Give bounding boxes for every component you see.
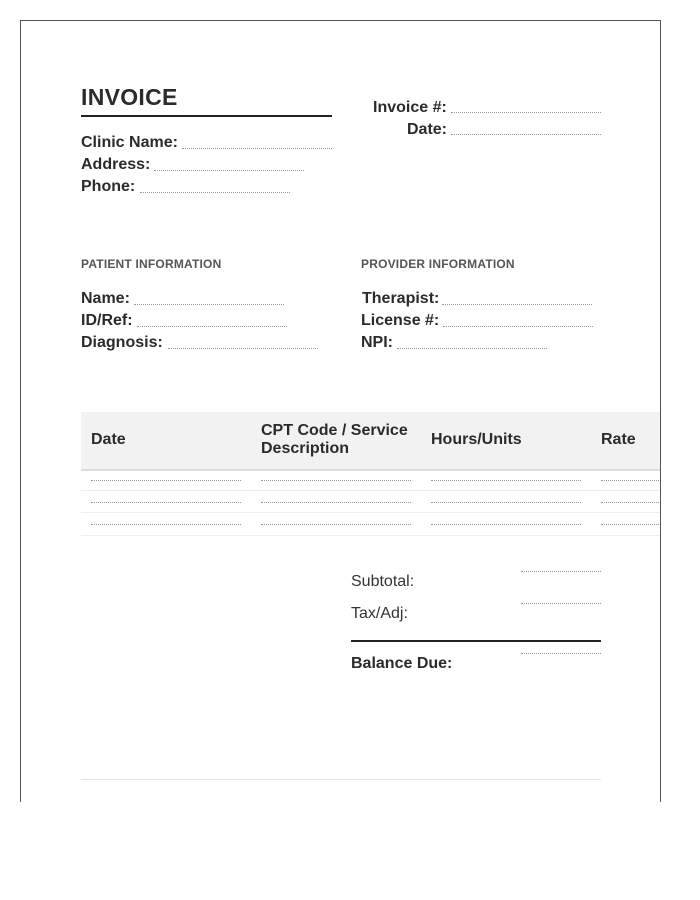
patient-name-label: Name: [81,290,130,307]
license-field[interactable] [443,326,593,327]
title-underline [81,115,332,117]
row2-service-field[interactable] [261,502,411,503]
subtotal-field[interactable] [521,571,601,572]
row3-date-field[interactable] [91,524,241,525]
balance-due-field[interactable] [521,653,601,654]
row1-service-field[interactable] [261,480,411,481]
row1-rate-field[interactable] [601,480,661,481]
row1-date-field[interactable] [91,480,241,481]
footer-divider [81,779,601,780]
phone-label: Phone: [81,178,136,195]
invoice-title: INVOICE [81,84,178,110]
patient-id-label: ID/Ref: [81,312,133,329]
therapist-label: Therapist: [362,290,440,307]
row3-service-field[interactable] [261,524,411,525]
phone-field[interactable] [140,192,290,193]
tax-adj-label: Tax/Adj: [351,605,408,622]
therapist-field[interactable] [442,304,592,305]
invoice-number-field[interactable] [451,112,601,113]
invoice-page [20,20,661,802]
subtotal-label: Subtotal: [351,573,415,590]
license-label: License #: [361,312,440,329]
patient-info-heading: PATIENT INFORMATION [81,257,222,271]
tax-adj-field[interactable] [521,603,601,604]
diagnosis-label: Diagnosis: [81,334,163,351]
row-divider [81,490,661,491]
row-divider [81,535,661,536]
address-field[interactable] [154,170,304,171]
totals-divider [351,640,601,642]
invoice-date-label: Date: [407,121,448,138]
row-divider [81,512,661,513]
column-header-service: CPT Code / Service Description [261,422,408,457]
row2-hours-field[interactable] [431,502,581,503]
patient-id-field[interactable] [137,326,287,327]
column-header-hours: Hours/Units [431,431,522,448]
balance-due-label: Balance Due: [351,655,453,672]
row2-date-field[interactable] [91,502,241,503]
clinic-name-label: Clinic Name: [81,134,178,151]
column-header-date: Date [91,431,126,448]
row2-rate-field[interactable] [601,502,661,503]
address-label: Address: [81,156,151,173]
npi-field[interactable] [397,348,547,349]
provider-info-heading: PROVIDER INFORMATION [361,257,515,271]
row3-rate-field[interactable] [601,524,661,525]
column-header-rate: Rate [601,431,636,448]
diagnosis-field[interactable] [168,348,318,349]
row1-hours-field[interactable] [431,480,581,481]
row3-hours-field[interactable] [431,524,581,525]
npi-label: NPI: [361,334,393,351]
invoice-number-label: Invoice #: [373,99,447,116]
clinic-name-field[interactable] [182,148,332,149]
invoice-date-field[interactable] [451,134,601,135]
patient-name-field[interactable] [134,304,284,305]
